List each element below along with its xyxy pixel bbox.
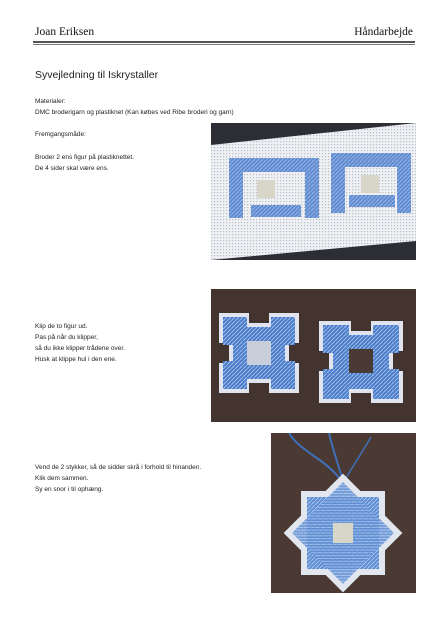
photo-embroidered-canvas [211,123,416,260]
materials-block [35,96,234,118]
step-line: Broder 2 ens figur på plastiknettet. [35,154,135,161]
header-rule [33,41,415,43]
step-line: så du ikke klipper trådene over. [35,345,125,352]
header-category: Håndarbejde [354,26,413,38]
step-2-text [35,321,125,365]
header-author: Joan Eriksen [35,26,95,38]
document-title: Syvejledning til Iskrystaller [35,69,159,81]
step-line: Pas på når du klipper, [35,334,98,341]
step-1-text [35,152,134,174]
page-header [33,26,413,40]
step-line: Klik dem sammen. [35,475,89,482]
step-line: Klip de to figur ud. [35,323,88,330]
step-line: Vend de 2 stykker, så de sidder skrå i forhold til hinanden. [35,464,202,471]
header-rule-thin [33,44,415,45]
procedure-heading: Fremgangsmåde: [35,131,86,138]
step-line: Sy en snor i til ophæng. [35,486,104,493]
step-line: Husk at klippe hul i den ene. [35,356,117,363]
photo-cut-pieces [211,289,416,422]
materials-heading: Materialer: [35,98,66,105]
photo-assembled-crystal [271,433,416,593]
step-line: De 4 sider skal være ens. [35,165,109,172]
materials-text: DMC broderigarn og plastiknet (Kan købes ved Ribe broderi og garn) [35,109,234,116]
step-3-text [35,462,201,495]
procedure-heading-block [35,129,86,140]
